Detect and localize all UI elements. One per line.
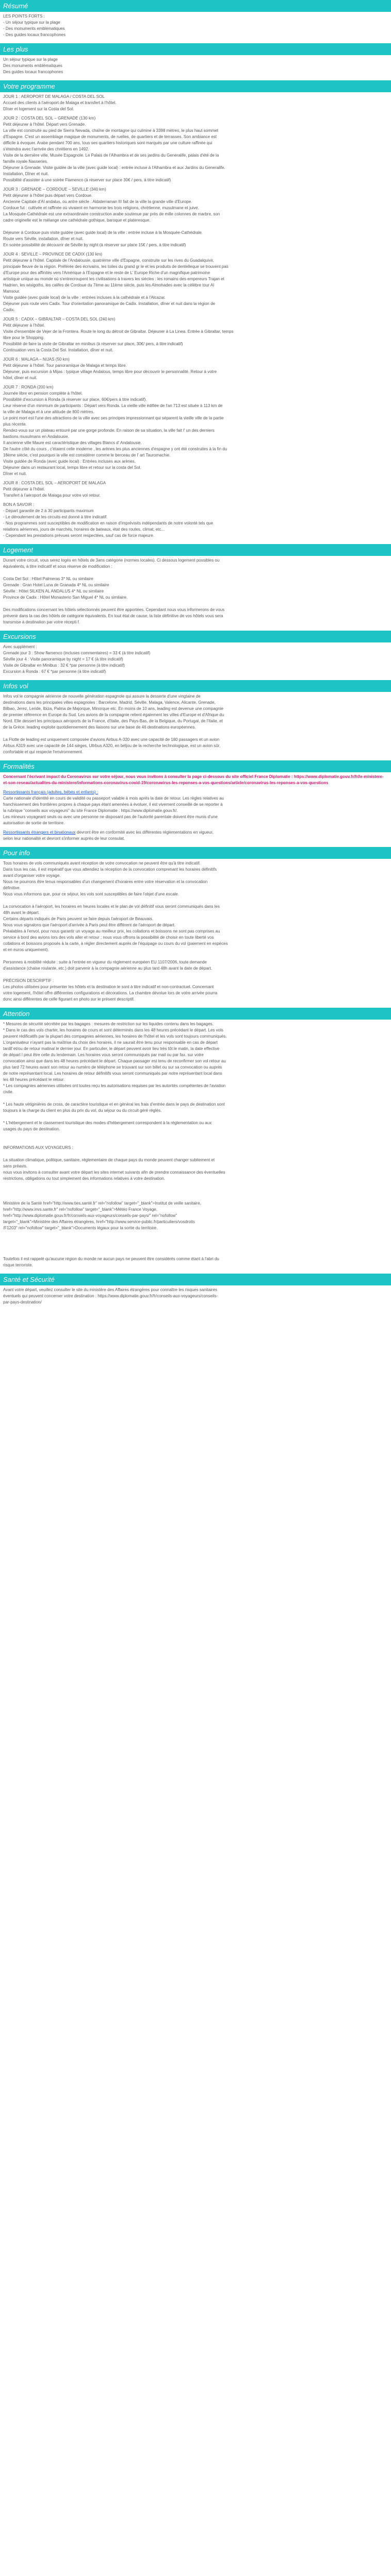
text-line: Airbus A319 avec une capacité de 144 sièges, Ultrbus A320, en béljou de la recherche technologique, est un avion sûr, — [3, 743, 221, 748]
text-line: la rubrique "conseils aux voyageurs" du site France Diplomatie : https://www.diplomatie.gouv.fr/. — [3, 808, 178, 813]
sante-title: Santé et Sécurité — [0, 1274, 391, 1285]
formalites-section — [0, 760, 391, 842]
programme-day-line: En soirée possibilité de découvrir de Séville by night (à réserver sur place 15€ / pers, à titre indicatif) — [3, 243, 186, 247]
formalites-p2-line: devront être en conformité avec les différentes réglementations en vigueur, — [76, 830, 214, 835]
text-line: Préalables à l'envol, pour nous garantir un voyage au meilleur prix, les collations et boissons ne sont pas comprises au — [3, 929, 220, 934]
text-line — [3, 601, 388, 607]
text-line: Séville : Hôtel SILKEN AL ANDALUS 4* NL ou similaire — [3, 589, 104, 594]
text-line: Nous ne pourrons être tenus responsables d'un changement d'horaires entre votre réservation et la convocation — [3, 879, 208, 884]
programme-day-line: Visite de la dernière ville, Musée Espagnole. Le Palais de l'Alhambra et de ses jardins du Generalife, palais d'été de la — [3, 153, 219, 158]
programme-day-line: principale fleuve de la région. Préférée des écrivains, les toiles du grand gr le et les produits de dentelleque se trouvent pas — [3, 264, 229, 269]
text-line: * Mesures de sécurité sécrétée par les bagages : mesures de restriction sur les liquides contenu dans les bagages. — [3, 1022, 214, 1026]
text-line — [3, 897, 388, 904]
programme-day-heading: JOUR 7 : RONDA (200 km) — [3, 385, 54, 389]
text-line: votre logement, l'hôtel offre différentes configurations et décorations. La chambre dévolue lors de votre arrivée pourra — [3, 991, 218, 995]
programme-day-line: Déjeuner à Cordoue puis visite guidée (avec guide local) de la ville : entrée incluse à la Mosquée-Cathédrale. — [3, 230, 203, 235]
programme-day-line: Petit déjeuner à l'hôtel puis départ vers Cordoue. — [3, 193, 93, 198]
programme-day-line: Petit déjeuner à l'hôtel. — [3, 323, 45, 328]
programme-day-line: artistique unique au monde où s'entrecroupent les civilisations à travers les siècles : les romains des empereurs Trajan et — [3, 277, 224, 281]
sante-content — [0, 1285, 391, 1306]
programme-day-line: s'éteindra avec l'arrivée des chrétiens en 1492. — [3, 147, 89, 151]
text-line — [3, 1182, 388, 1188]
programme-day-line: Petit déjeuner à l'hôtel. — [3, 487, 45, 492]
text-line: Personnes à mobilité réduite : suite à l'entrée en vigueur du règlement européen EU 1107/2006, toute demande — [3, 960, 207, 964]
programme-day-heading: JOUR 1 : AEROPORT DE MALAGA / COSTA DEL SOL — [3, 94, 105, 99]
programme-day-line: Leur réserve d'un minimum de participants : Départ vers Ronda. La vieille ville édifiée de l'an 713 est située à 113 km de — [3, 403, 223, 408]
programme-day-line: Dîner et nuit. — [3, 471, 27, 476]
programme-day-heading: JOUR 6 : MALAGA – NIJAS (50 km) — [3, 357, 70, 362]
excursions-content — [0, 642, 391, 675]
text-line — [3, 1095, 388, 1101]
text-line: Carte nationale d'identité en cours de validité ou passeport valable à mois après la date de retour. Les règles relatives au — [3, 796, 224, 801]
programme-day-line: Ancienne Capitale d'Al andalus, ou antre siècle : Aldaterraman III fait de la ville la grande ville d'Europe. — [3, 199, 192, 204]
text-line: service à bord des avions lors des vols aller et retour ; nous vous offrons la possibilité de choisir en toute liberté vos — [3, 935, 214, 940]
text-line: avant d'organiser votre voyage. — [3, 873, 61, 878]
programme-day-line: Petit déjeuner à l'hôtel. Capitale de l'Andalousie, quatrième ville d'Espagne, construite sur les rives du Guadalquivir, — [3, 258, 214, 263]
programme-day-heading: JOUR 2 : COSTA DEL SOL – GRENADE (130 km) — [3, 116, 96, 121]
resume-line: - Des guides locaux francophones — [3, 32, 66, 37]
programme-day-line: Visite guidée (avec guide local) de la ville : entrées incluses à la cathédrale et à l'Alcazar. — [3, 295, 166, 300]
text-line: Province de Cadix : Hôtel Monasterio San Miguel 4* NL ou similaire. — [3, 595, 128, 600]
text-line: définitive. — [3, 886, 21, 890]
programme-day-line — [3, 224, 388, 230]
text-line: L'organisateur n'ayant pas la maîtrise du choix des horaires, il ne saurait être tenu pour responsable en cas de départ — [3, 1040, 218, 1045]
formalites-p1-title[interactable]: Ressortissants français (adultes, bébés et enfants) : — [3, 790, 99, 794]
programme-notes-title: BON A SAVOIR : — [3, 502, 35, 507]
text-line: peuvent rédificatifs par la plupart des compagnies aériennes, les horaires de l'hôtel et les vols sont toujours communiqués. — [3, 1034, 227, 1039]
text-line: /F1203" rel="nofollow" target="_blank">Documents légaux pour la sortie du territoire. — [3, 1226, 158, 1230]
text-line — [3, 570, 388, 576]
programme-day-line: La ville est construite au pied de Sierra Nevada, chaîne de montagne qui culmine à 3398 mètres, le plus haut sommet — [3, 128, 219, 133]
text-line — [3, 972, 388, 978]
programme-day — [3, 384, 388, 477]
programme-day — [3, 251, 388, 313]
resume-title: Résumé — [0, 0, 391, 12]
infos-vol-content — [0, 692, 391, 755]
text-line: tardif et/ou de retour matinal le dernier jour. En particulier, le départ peuvent avoir lieu très tôt le matin, la date effective — [3, 1046, 220, 1051]
programme-section — [0, 80, 391, 539]
text-line: href="http://www.diplomatie.gouv.fr/fr/conseils-aux-voyageurs/conseils-par-pays/" rel="nofollow" — [3, 1213, 177, 1218]
resume-line: - Des monuments emblématiques — [3, 26, 65, 31]
resume-line: LES POINTS FORTS : — [3, 14, 45, 19]
programme-day — [3, 94, 388, 112]
text-line: Les mineurs voyageant seuls ou avec une personne ne disposant pas de l'autorité parentale doivent être munis d'une — [3, 815, 218, 819]
resume-section — [0, 0, 391, 38]
programme-day-heading: JOUR 8 : COSTA DEL SOL – AEROPORT DE MALAGA — [3, 481, 106, 485]
text-line: Toutefois il est rappelé qu'aucune région du monde ne aucun pays ne peuvent être considérés comme étant à l'abri du — [3, 1257, 219, 1261]
programme-day-line: Accueil des clients à l'aéroport de Malaga et transfert à l'hôtel. — [3, 100, 117, 105]
text-line: target="_blank">Ministère des Affaires étrangères, href="http://www.service-public.fr/particuliers/vosdroits — [3, 1219, 195, 1224]
text-line — [3, 1151, 388, 1157]
text-line: donc ainsi différentes de celle figurant en photo sur le présent descriptif. — [3, 997, 135, 1002]
text-line: Les photos utilisées pour présenter les hôtels et la destination le sont à titre indicatif et non-contractuel. Concernant — [3, 985, 214, 989]
formalites-p2-line: selon leur nationalité et devront s'informer auprès de leur consulat. — [3, 836, 125, 841]
programme-day — [3, 115, 388, 183]
programme-day-line: Route vers Séville, installation, dîner et nuit. — [3, 236, 84, 241]
text-line: nous vous invitons à consulter avant votre départ les sites internet suivants afin de prendre connaissance des éventuelles — [3, 1170, 225, 1175]
text-line — [3, 1238, 388, 1244]
programme-day-line: Hadrien, les wisigoths, les califes de Cordoue du 7ème au 11ème siècle, puis les Almohades avec la célèbre tour Al — [3, 283, 214, 287]
text-line: Nous vous informons que, pour ce séjour, les vols sont susceptibles de faire l'objet d'une escale. — [3, 892, 180, 896]
attention-title: Attention — [0, 1008, 391, 1020]
programme-day-line: bastions musulmans en Andalousie. — [3, 434, 69, 439]
programme-title: Votre programme — [0, 80, 391, 92]
programme-day-line: Rendez-vous sur un plateau entouré par une gorge profonde. En raison de sa situation, la ville fait l' un des derniers — [3, 428, 215, 433]
text-line: Certains départs indiqués de Paris peuvent se faire depuis l'aéroport de Beauvais. — [3, 917, 154, 921]
programme-content — [0, 92, 391, 539]
text-line — [3, 1188, 388, 1194]
programme-day-line: Journée libre en pension complète à l'hôtel. — [3, 391, 83, 396]
text-line: prévenir dans la cas des hôtels de catégorie équivalents. En tout état de cause, la liste définitive de vos hôtels vous sera — [3, 614, 223, 618]
text-line: * Dans le cas des vols charter, les horaires de cours et sont déterminés dans les 48 heures précédant le départ. Les vols — [3, 1028, 223, 1032]
text-line: * L'hébergement et le classement touristique des modes d'hébergement correspondent à la réglementation ou aux — [3, 1121, 212, 1125]
text-line: Dans tous les cas, il est impératif que vous attendiez la réception de la convocation comprenant les horaires définitifs — [3, 867, 217, 872]
text-line: risque terroriste. — [3, 1263, 33, 1267]
text-line: par-pays-destination/ — [3, 1300, 42, 1304]
programme-day-line: Continuation vers la Costa Del Sol. Installation, dîner et nuit. — [3, 348, 113, 352]
text-line: équivalents, à titre indicatif et sous réserve de modification : — [3, 564, 112, 569]
text-line: de la Grèce. leading exploite quotidiennement des liaisons sur une base de 46 destinations européennes. — [3, 725, 196, 730]
programme-day-line: Il ancienne ville Maure est caractéristique des villages Blancs d' Andalousie. — [3, 440, 142, 445]
programme-day — [3, 480, 388, 499]
logement-content — [0, 556, 391, 625]
plus-section — [0, 43, 391, 75]
programme-day-line: Possibilité de faire la visite de Gibraltar en minibus (à réserver sur place, 30€/ pers, à titre indicatif) — [3, 342, 183, 346]
programme-day-line: Déjeuner puis route vers Cadix. Tour d'orientation panoramique de Cadix. Installation, dîner et nuit dans la région de — [3, 301, 215, 306]
formalites-p2-title[interactable]: Ressortissants étrangers et binationaux — [3, 830, 76, 835]
text-line: Des modifications concernant les hôtels sélectionnés peuvent être apportées. Cependant nous vous informerons de vous — [3, 607, 225, 612]
plus-line: Des monuments emblématiques — [3, 63, 62, 68]
text-line: Bilbao, Jerez, Leride, Ibiza, Palma de Majorque, Minorque etc. En moins de 10 ans, leading est devenue une compagnie — [3, 706, 223, 711]
text-line: Infos vol le compagnie aérienne de nouvelle génération espagnole qui assure la desserte d'une vingtaine de — [3, 694, 201, 699]
logement-title: Logement — [0, 544, 391, 556]
programme-day-line: Petit déjeuner à l'hôtel. Départ vers Grenade. — [3, 122, 86, 127]
text-line: Costa Del Sol : Hôtel Palmeras 3* NL ou similaire — [3, 577, 93, 581]
text-line: collations et boissons proposés à la carte, à régler directement auprès de l'équipage ou cours du vol (paiement en espèces — [3, 941, 228, 946]
programme-note-line: - Départ garantie de 2 à 30 participants maximum — [3, 509, 94, 513]
text-line: et en euros uniquement). — [3, 947, 49, 952]
text-line — [3, 1139, 388, 1145]
plus-line: Des guides locaux francophones — [3, 70, 63, 74]
pour-info-content — [0, 859, 391, 1003]
programme-note-line: - Le déroulement de les circuits est donné à titre indicatif. — [3, 515, 108, 519]
text-line — [3, 1250, 388, 1256]
attention-section — [0, 1008, 391, 1268]
programme-day-line: libre pour le Shopping. — [3, 335, 45, 340]
text-line: La convocation à l'aéroport, les horaires en heures locales et le plan de vol définitif vous seront communiqués dans les — [3, 904, 220, 909]
text-line: autorisation de sortie de territoire. — [3, 821, 65, 825]
text-line: PRÉCISION DESCRIPTIF : — [3, 978, 54, 983]
programme-day-line: Visite d'ensemble de Vejer de la Frontera. Route le long du détroit de Gibraltar. Déjeuner à La Linea. Entrée à Gibraltar, temps — [3, 329, 234, 334]
programme-day-line: d'Europe pour des affinités vers l'Amérique à l'Espagne et le reste de L' Europe Riche d'un magnifique patrimoine — [3, 270, 210, 275]
sante-section — [0, 1274, 391, 1306]
programme-day-line: famille royale Nasseries. — [3, 159, 48, 164]
text-line: les 48 heures précédant le retour. — [3, 1077, 65, 1082]
text-line: href="http://www.invs.sante.fr" rel="nofollow" target="_blank">Météo France Voyage, — [3, 1207, 157, 1212]
text-line: La Flotte de leading est uniquement composée d'avions Airbus A-320 avec une capacité de 180 passagers et un avion — [3, 737, 220, 742]
text-line: La situation climatique, politique, sanitaire, réglementaire de chaque pays du monde peuvent changer subitement et — [3, 1158, 215, 1162]
programme-day-line: la ville de Malaga et à une altitude de 800 mètres. — [3, 410, 94, 414]
text-line: éventuels qui peuvent concerner votre destination : https://www.diplomatie.gouv.fr/fr/conseils-aux-voyageurs/conseils- — [3, 1294, 218, 1298]
attention-content — [0, 1020, 391, 1268]
text-line: Grenade : Gran Hotel Luna de Granada 4* NL ou similaire — [3, 583, 109, 587]
text-line: 48h avant le départ. — [3, 910, 40, 915]
text-line: Visite de Gibraltar en Minibus : 32 € *par personne (à titre indicatif) — [3, 663, 125, 668]
programme-day — [3, 357, 388, 381]
text-line: convocation ainsi que dans les 48 heures précédant le départ. Chaque passager est tenu de reconfirmer son vol retour au — [3, 1059, 226, 1063]
programme-day-line: Possibilité d'assister à une soirée Flamenco (à réserver sur place 30€ / pers, à titre indicatif) — [3, 178, 171, 182]
text-line: usages du pays de destination. — [3, 1127, 60, 1131]
text-line: * Les haute vétiginières de cross, de caractère touristique et en général les frais d'entrée dans le pays de destination sont — [3, 1102, 225, 1107]
excursions-title: Excursions — [0, 631, 391, 642]
programme-note-line: - Cependant les prestations prévues seront respectées, sauf cas de force majeure. — [3, 533, 155, 538]
programme-day-line: difficile à évoquer. Arabe pendant 700 ans, tous ses quartiers historiques sont marqués par une culture raffinée qui — [3, 141, 213, 145]
programme-day-line: Cadix. — [3, 308, 15, 312]
programme-day-line: cadre originelle est le mélange une cathédrale gothique, baroque et plateresque. — [3, 218, 151, 223]
programme-day-line: Petit déjeuner à l'hôtel. Tour panoramique de Malaga et temps libre. — [3, 363, 127, 368]
text-line: Durant votre circuit, vous serez logés en hôtels de 3ans catégorie (normes locales). Ci dessous logement possibles ou — [3, 558, 220, 563]
text-line: de départ l peut être celle du lendemain. Les horaires vous seront communiqués par mail ou par fax. sur votre — [3, 1053, 204, 1057]
programme-note-line: - Nos programmes sont susceptibles de modification en raison d'imprévisits indépendants de notre volonté tels que — [3, 521, 214, 526]
formalites-highlight: Concernant l'écrivant impact du Coronavirus sur votre séjour, nous vous invitons à consulter la page ci-dessous du site officiel France Diplomatie : https://www.diplomatie.gouv.fr/fr/le-ministere-et-son-reseau/actualites-du-ministere/informations-coronavirus-covid-19/coronavirus-les-reponses-a-vos-questions/article/coronavirus-les-reponses-a-vos-questions — [3, 774, 384, 785]
text-line — [3, 1244, 388, 1250]
text-line: de premier référence en Europe du Sud. Les avions de la compagnie relient également les villes d'Europe et d'Afrique du — [3, 713, 224, 717]
text-line — [3, 731, 388, 737]
programme-day-line: Dîner et logement sur la Costa del Sol. — [3, 107, 74, 111]
text-line: destinations dans les principales villes espagnoles : Barcelone, Madrid, Séville, Malaga, Valence, Alicante, Grenade, — [3, 700, 216, 705]
programme-day — [3, 187, 388, 248]
resume-line: - Un séjour typique sur la plage — [3, 20, 60, 25]
text-line: Grenade jour 3 : Show flamenco (incluses commentaires) = 33 € (à titre indicatif) — [3, 651, 151, 655]
programme-note-line: relations aériennes, jours de marchés, horaires de bateaux, état des routes, climat, etc... — [3, 527, 165, 532]
text-line — [3, 953, 388, 959]
programme-day-line: La Mosquée-Cathédrale est une extraordinaire construction arabe soutenue par près de mille colonnes de marbre, son — [3, 212, 220, 216]
programme-day — [3, 316, 388, 353]
text-line: confortable et qui respecte l'environnement. — [3, 750, 83, 754]
programme-day-line: Mansour. — [3, 289, 20, 294]
text-line: Séville jour 4 : Visite panoramique by night = 17 € (à titre indicatif) — [3, 657, 123, 662]
text-line: Tous horaires de vols communiqués avant réception de votre convocation ne peuvent être qu'à titre indicatif. — [3, 861, 201, 866]
text-line: plus tard 72 heures avant son retour au numéro de téléphone se trouvant sur son billet ou sur sa convocation ou auprès — [3, 1065, 222, 1070]
text-line: restrictions, obligations ou tout simplement des informations relatives à votre destination. — [3, 1176, 165, 1181]
programme-day-heading: JOUR 3 : GRENADE – CORDOUE – SEVILLE (340 km) — [3, 187, 106, 192]
text-line — [3, 1132, 388, 1139]
text-line: * Les compagnies aériennes utilisées ont toutes reçu les autorisations requises par les autorités compétentes de l'aviation — [3, 1083, 226, 1088]
programme-day-line: d'Espagne. C'est un assemblage magique de monuments, de ruelles, de quartiers et de terrasses. Son ambiance est — [3, 134, 217, 139]
excursions-section — [0, 631, 391, 675]
text-line: Avec supplément : — [3, 645, 37, 649]
formalites-title: Formalités — [0, 760, 391, 772]
infos-vol-title: Infos vol — [0, 680, 391, 692]
programme-day-line: Cordoue fut : cultivée et raffinée où vivaient en harmonie les trois religions, chrétienne, musulmane et juive. — [3, 206, 199, 210]
text-line: toujours à la charge du client en plus du prix du vol, du séjour ou du circuit géré réglés. — [3, 1108, 162, 1113]
text-line: Avant votre départ, veuillez consulter le site du ministère des Affaires étrangères pour connaître les risques sanitaires — [3, 1287, 218, 1292]
formalites-p1 — [3, 795, 388, 826]
text-line: sans préavis. — [3, 1164, 28, 1168]
plus-title: Les plus — [0, 43, 391, 55]
programme-day-line: Transfert à l'aéroport de Malaga pour votre vol retour. — [3, 493, 101, 498]
text-line: transmise à destination par votre récepti f. — [3, 620, 80, 624]
programme-day-heading: JOUR 4 : SEVILLE – PROVINCE DE CADIX (130 km) — [3, 252, 103, 257]
logement-section — [0, 544, 391, 625]
text-line: de notre représentant local. Les horaires de retour définitifs vous seront communiqués par notre représentant local dans — [3, 1071, 222, 1076]
programme-day-line: Visite guidée de Ronda (avec guide local) : Entrées incluses aux arènes. — [3, 459, 136, 464]
text-line: Ministère de la Santé href="http://www.ties.santé.fr" rel="nofollow" target="_blank">Institut de veille sanitaire, — [3, 1201, 201, 1206]
text-line: d'assistance (chaise roulante, etc.) doit parvenir à la compagnie aérienne au plus tard 48h avant la date de départ. — [3, 966, 212, 971]
programme-day-line: 18ème siècle, c'est pourquoi la ville est considérer comme le berceau de l' art Tauromachie. — [3, 453, 171, 457]
text-line: Nous vous signalons que l'aéroport d'arrivée à Paris peut être différent de l'aéroport de départ. — [3, 923, 175, 927]
infos-vol-section — [0, 680, 391, 755]
programme-day-line: Déjeuner à Grenade. Visite guidée de la ville (avec guide local) : entrée incluse à l'Alhambra et aux Jardins du Generalife. — [3, 165, 225, 170]
text-line: INFORMATIONS AUX VOYAGEURS : — [3, 1145, 73, 1150]
text-line: Nord. Elle dessert les principaux aéroports de la France, d'Italie, des Pays-Bas, de la Belgique, du Portugal, de l'Italie, et — [3, 719, 223, 723]
programme-day-line: Déjeuner dans un restaurant local, temps libre et retour sur la costa del Sol. — [3, 465, 141, 470]
programme-day-line: Le point mort est l'une des attractions de la ville avec ses principes impressionnant qui séparent la vieille ville de la partie — [3, 416, 224, 420]
programme-day-line: Possibilité d'excursion à Ronda (à réserver sur place, 60€/pers à titre indicatif). — [3, 397, 147, 402]
programme-day-line: hôtel, dîner et nuit. — [3, 376, 38, 380]
programme-day-line: Déjeuner, puis excursion à Mijas : typique village Andalous, temps libre pour découvrir le personnalité. Retour à votre — [3, 369, 217, 374]
plus-line: Un séjour typique sur la plage — [3, 57, 58, 62]
text-line: franchissement des frontières propres à chaque pays étant amenées à évoluer, il est vivement conseillé de se reporter à — [3, 802, 223, 807]
text-line: civile. — [3, 1090, 14, 1094]
text-line: Excursion à Ronda : 67 € *par personne (à titre indicatif) — [3, 669, 106, 674]
programme-day-heading: JOUR 5 : CADIX – GIBRALTAR – COSTA DEL SOL (240 km) — [3, 317, 116, 321]
pour-info-section — [0, 847, 391, 1003]
pour-info-title: Pour info — [0, 847, 391, 859]
text-line — [3, 1194, 388, 1200]
programme-day-line: Installation, Dîner et nuit. — [3, 172, 49, 176]
text-line — [3, 1231, 388, 1238]
programme-notes — [3, 502, 388, 539]
programme-day-line: plus récente. — [3, 422, 27, 427]
programme-day-line: De l'autre côté du cours , c'étaient celle moderne , les arènes les plus anciennes d'espagne y ont été construites à la fin du — [3, 447, 227, 451]
text-line — [3, 1114, 388, 1120]
